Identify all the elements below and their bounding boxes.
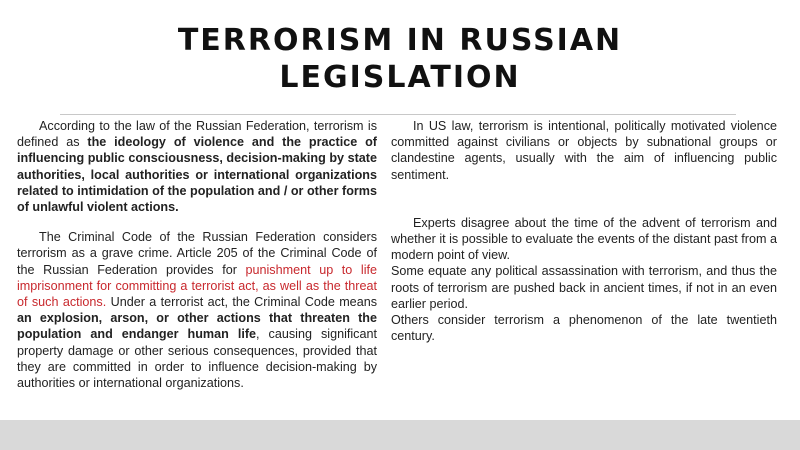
criminal-code-text-3: , causing significant property damage or other serious consequences, provided that they are committed in order to influence decision-making by authorities or international organizations.: [17, 327, 377, 391]
slide-title-line-1: TERRORISM IN RUSSIAN: [177, 23, 623, 58]
punishment-highlight-text: punishment up to life imprisonment for committing a terrorist act, as well as the threat of such actions.: [17, 262, 378, 310]
assassination-paragraph: Some equate any political assassination with terrorism, and thus the roots of terrorism are pushed back in ancient times, if not in an even earlier period.: [391, 264, 777, 311]
twentieth-century-paragraph: Others consider terrorism a phenomenon of the late twentieth century.: [391, 313, 777, 344]
experts-paragraph: Experts disagree about the time of the advent of terrorism and whether it is possible to evaluate the events of the distant past from a modern point of view.: [391, 215, 777, 263]
criminal-code-text-1: The Criminal Code of the Russian Federation considers terrorism as a grave crime. Article 205 of the Criminal Code of the Russian Federation provides for: [17, 230, 377, 277]
definition-bold-text: the ideology of violence and the practice of influencing public consciousness, decision-making by state authorities, local authorities or international organizations related to intimidation of the population and / or other forms of unlawful violent actions.: [17, 135, 377, 215]
russian-law-definition-paragraph: [17, 118, 377, 215]
left-text-column: [17, 118, 377, 391]
terrorist-act-bold-text: an explosion, arson, or other actions that threaten the population and endanger human life: [17, 311, 377, 342]
right-text-column: [391, 118, 777, 344]
us-law-paragraph: In US law, terrorism is intentional, politically motivated violence committed against civilians or objects by subnational groups or clandestine agents, usually with the aim of influencing public sentiment.: [391, 119, 777, 182]
title-divider: [60, 114, 736, 115]
footer-bar: [0, 420, 800, 450]
criminal-code-text-2: Under a terrorist act, the Criminal Code means: [106, 295, 377, 310]
definition-intro-text: According to the law of the Russian Federation, terrorism is defined as: [17, 119, 377, 150]
slide-title-line-2: LEGISLATION: [279, 60, 521, 95]
criminal-code-paragraph: [17, 229, 377, 391]
slide-title: [0, 22, 800, 96]
